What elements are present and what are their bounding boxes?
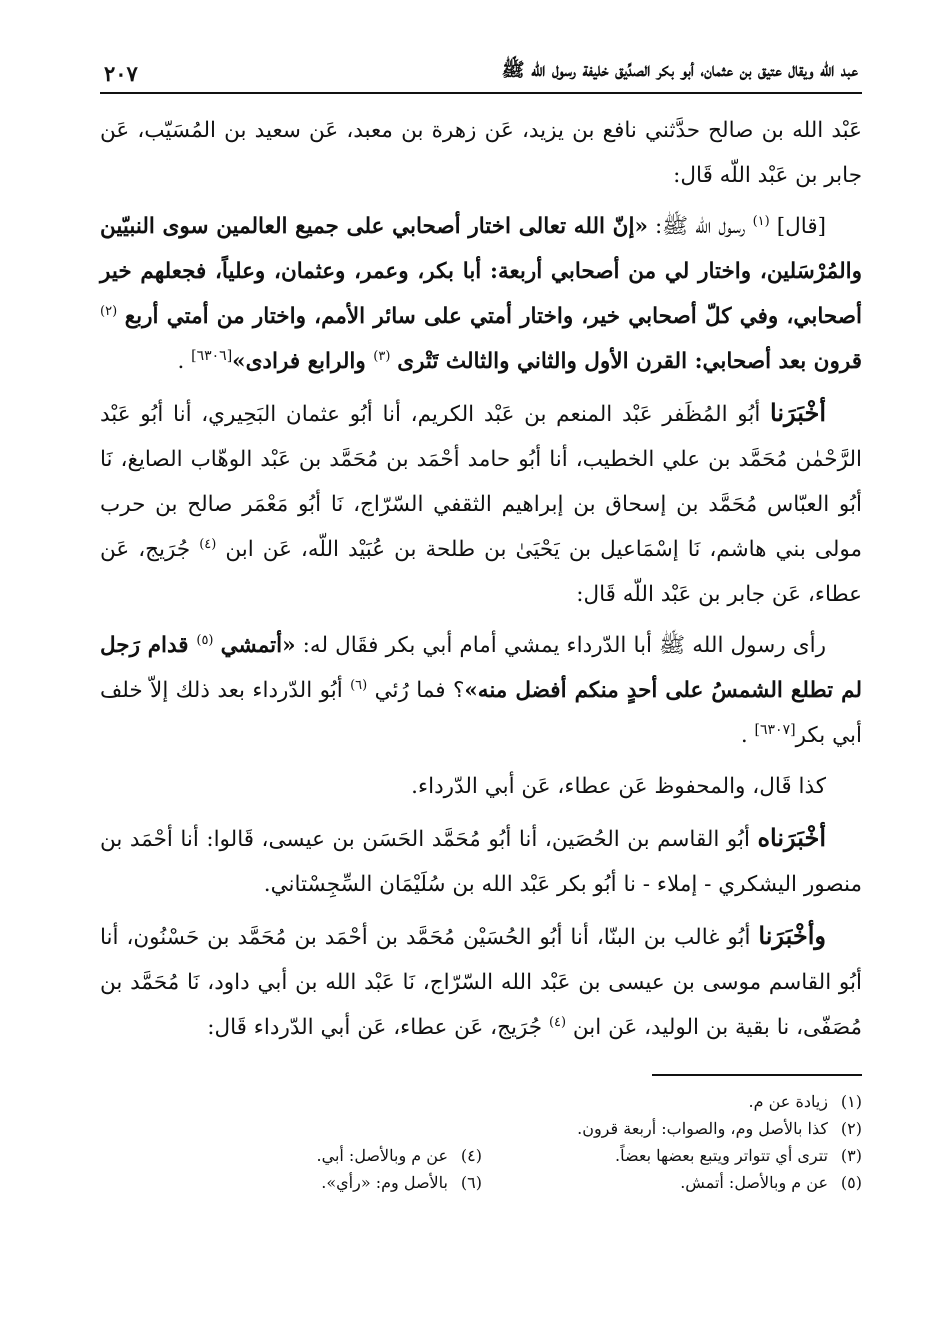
page-number: ٢٠٧ [104, 61, 138, 86]
footnote-5 [482, 1169, 862, 1196]
paragraph-6 [100, 815, 862, 907]
paragraph-2 [100, 204, 862, 384]
akhbarana-keyword: أخْبَرَنا [770, 398, 826, 427]
paragraph-4 [100, 623, 862, 758]
footnote-text: عن م وبالأصل: أبي. [316, 1146, 448, 1165]
wa-akhbarana-keyword: وأخْبَرَنا [758, 921, 826, 950]
paragraph-7-text: أبُو غالب بن البنّا، أنا أبُو الحُسَيْن مُحَمَّد بن أحْمَد بن مُحَمَّد بن حَسْنُون، أنا أبُو القاسم موسى بن عيسى بن عَبْد الله السّرّاج، نَا عَبْد الله بن أبي داود، نَا مُحَمَّد بن مُصَفّى، نا بقية بن الوليد، عَن ابن [100, 925, 862, 1040]
footnote-number: (٥) [840, 1173, 862, 1192]
footnote-number: (٦) [460, 1173, 482, 1192]
hadith-text-3: والرابع فرادى» [232, 349, 374, 374]
footnote-number: (٤) [460, 1146, 482, 1165]
footnote-separator [652, 1074, 862, 1076]
footnote-1 [482, 1088, 862, 1115]
footnote-marker-4: (٤) [548, 1014, 567, 1030]
isnad-text: أبُو المُظَفر عَبْد المنعم بن عَبْد الكريم، أنا أبُو عثمان البَحِيري، أنا أبُو عَبْد الرَّحْمٰن مُحَمَّد بن علي الخطيب، أنا أبُو حامد أحْمَد بن مُحَمَّد بن عَبْد الوهّاب الصايغ، نَا أبُو العبّاس مُحَمَّد بن إسحاق بن إبراهيم الثقفي السّرّاج، نَا أبُو مَعْمَر صالح بن حرب مولى بني هاشم، نَا إسْمَاعيل بن يَحْيَىٰ بن طلحة بن عُبَيْد اللّه، عَن ابن [100, 402, 862, 562]
akhbaranahu-keyword: أخْبَرَناه [757, 823, 826, 852]
isnad-end: جُرَيج، عَن عطاء، عَن جابر بن عَبْد اللّه قَال: [100, 537, 862, 607]
hadith-text-1: «إنّ الله تعالى اختار أصحابي على جميع العالمين سوى النبيّين والمُرْسَلين، واختار لي من أصحابي أربعة: أبا بكر، وعمر، وعثمان، وعلياً، فجعلهم خير أصحابي، وفي كلّ أصحابي خير، واختار أمتي على سائر الأمم، واختار من أمتي أربع [100, 214, 862, 329]
hadith-number: [٦٣٠٧] [754, 721, 796, 738]
paragraph-3 [100, 390, 862, 617]
bracket-qal: [قال] [776, 214, 827, 239]
paragraph-7 [100, 913, 862, 1050]
footnote-4 [182, 1142, 482, 1169]
paragraph-4-tail: أبُو الدّرداء بعد ذلك إلاّ خلف أبي بكر [100, 678, 862, 748]
running-header [100, 58, 862, 94]
paragraph-2-end: . [177, 349, 185, 374]
footnote-marker-1: (١) [752, 213, 770, 229]
footnote-marker-6: (٦) [350, 677, 368, 693]
hadith-quote-1: «أتمشي [220, 633, 296, 658]
footnote-marker-5: (٥) [196, 632, 214, 648]
paragraph-4-lead: رأى رسول الله ﷺ أبا الدّرداء يمشي أمام أبي بكر فقَال له: [295, 633, 826, 658]
footnote-text: عن م وبالأصل: أتمش. [680, 1173, 828, 1192]
footnote-marker-2: (٢) [100, 303, 118, 319]
hadith-number: [٦٣٠٦] [191, 347, 233, 364]
hadith-text-2: قرون بعد أصحابي: القرن الأول والثاني والثالث تَتْرى [397, 349, 862, 374]
footnote-text: بالأصل وم: «رأي». [321, 1173, 448, 1192]
footnote-number: (٢) [840, 1119, 862, 1138]
footnotes [100, 1088, 862, 1196]
running-title: عبد الله ويقال عتيق بن عثمان، أبو بكر الصدِّيق خليفة رسول الله ﷺ [501, 59, 858, 81]
paragraph-7-end: جُرَيج، عَن عطاء، عَن أبي الدّرداء قَال: [207, 1015, 549, 1040]
paragraph-1-text: عَبْد الله بن صالح حدَّثني نافع بن يزيد، عَن زهرة بن معبد، عَن سعيد بن المُسَيّب، عَن جابر بن عَبْد اللّه قَال: [100, 118, 862, 188]
hadith-quote-2: قدام رَجل لم تطلع الشمسُ على أحدٍ منكم أفضل منه» [100, 633, 862, 703]
paragraph-5-text: كذا قَال، والمحفوظ عَن عطاء، عَن أبي الدّرداء. [411, 774, 826, 799]
paragraph-5 [100, 764, 862, 809]
footnote-6 [182, 1169, 482, 1196]
footnote-3 [482, 1142, 862, 1169]
paragraph-4-mid: ؟ فما رُئي [374, 678, 465, 703]
main-text [100, 108, 862, 1050]
footnote-text: تترى أي تتواتر ويتبع بعضها بعضاً. [615, 1146, 828, 1165]
footnote-text: زيادة عن م. [748, 1092, 828, 1111]
footnote-text: كذا بالأصل وم، والصواب: أربعة قرون. [577, 1119, 828, 1138]
paragraph-2-lead: رسول الله ﷺ: [647, 214, 753, 239]
footnote-number: (١) [840, 1092, 862, 1111]
footnote-number: (٣) [840, 1146, 862, 1165]
paragraph-1 [100, 108, 862, 198]
footnote-2 [482, 1115, 862, 1142]
paragraph-4-end: . [740, 723, 748, 748]
footnote-marker-3: (٣) [373, 348, 391, 364]
paragraph-6-text: أبُو القاسم بن الحُصَين، أنا أبُو مُحَمَّد الحَسَن بن عيسى، قَالوا: أنا أحْمَد بن منصور اليشكري - إملاء - نا أبُو بكر عَبْد الله بن سُلَيْمَان السِّجِسْتاني. [100, 827, 862, 897]
footnote-marker-4: (٤) [199, 536, 217, 552]
